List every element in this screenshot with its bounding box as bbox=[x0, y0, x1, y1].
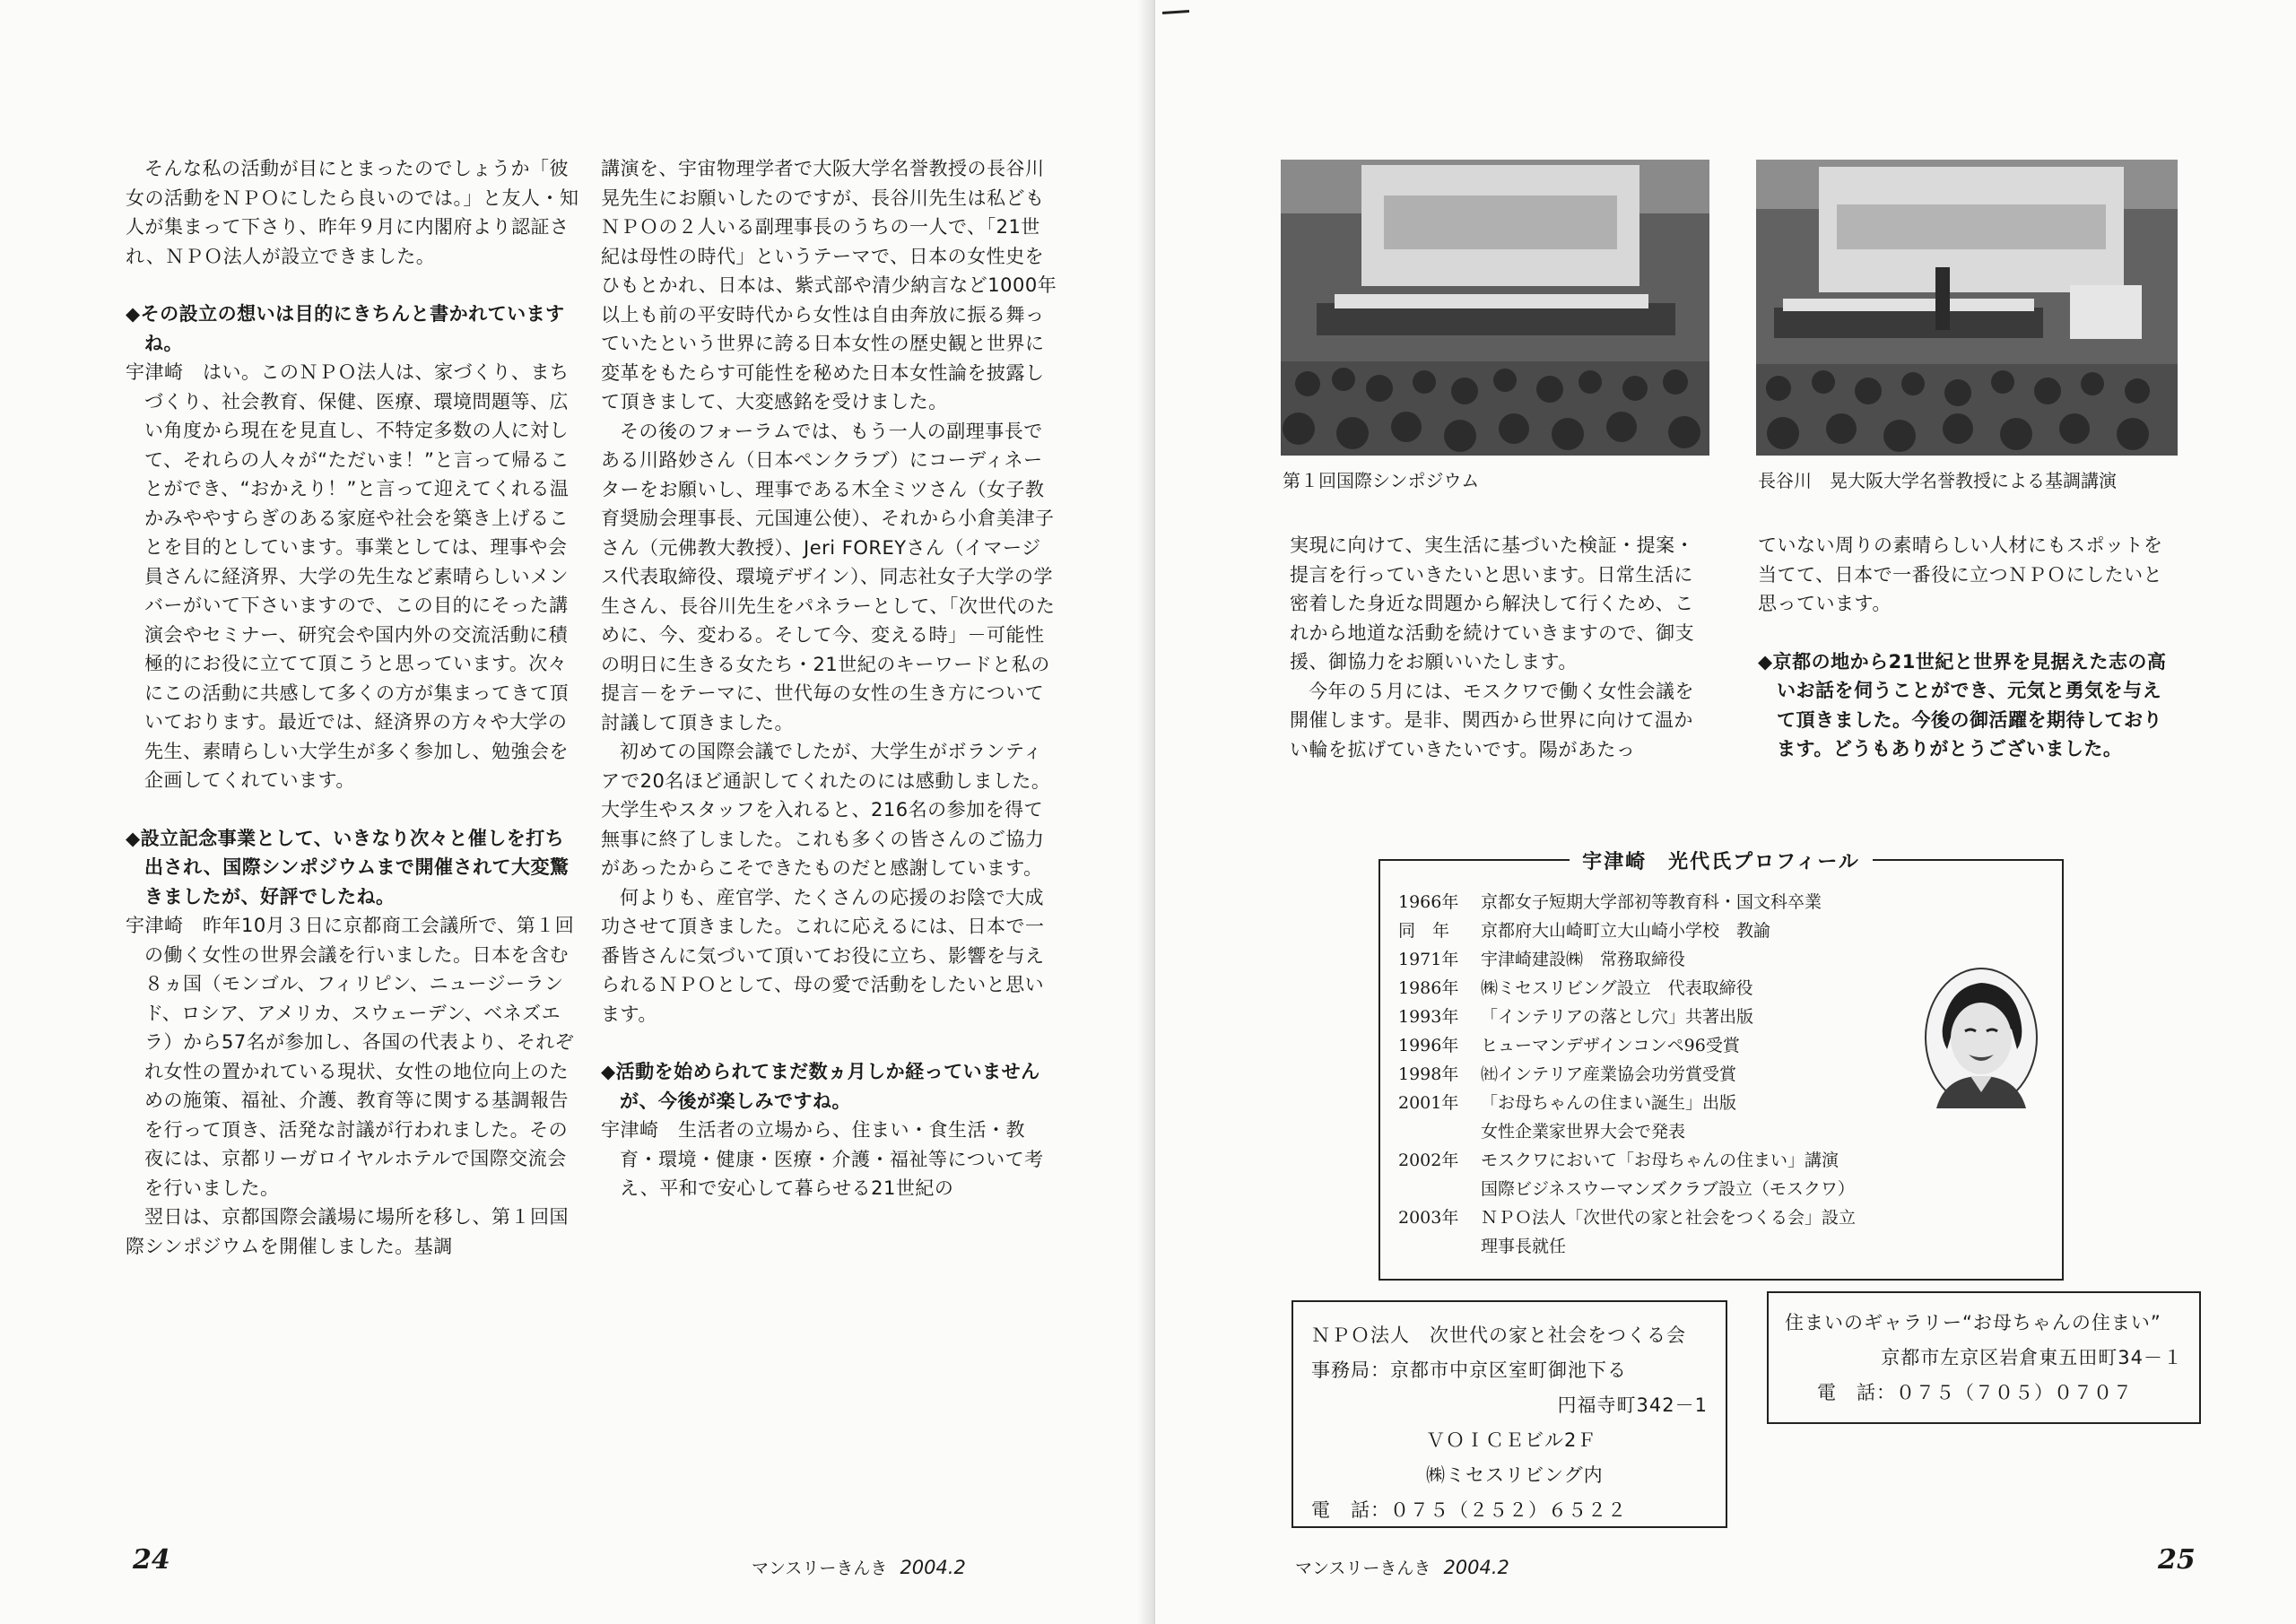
npo-contact-box bbox=[1292, 1300, 1727, 1528]
crop-mark bbox=[1162, 10, 1189, 14]
profile-year: 1998年 bbox=[1398, 1064, 1459, 1084]
npo-tel: 電 話：０７５（２５２）６５２２ bbox=[1311, 1499, 1627, 1521]
interview-answer: 宇津崎 昨年10月３日に京都商工会議所で、第１回の働く女性の世界会議を行いました。日本を含む８ヵ国（モンゴル、フィリピン、ニュージーランド、ロシア、アメリカ、スウェーデン、ベネズエラ）から57名が参加し、各国の代表より、それぞれ女性の置かれている現状、女性の地位向上のための施策、福祉、介護、教育等に関する基調報告を行って頂き、活発な討議が行われました。その夜には、京都リーガロイヤルホテルで国際交流会を行いました。 bbox=[126, 915, 575, 1199]
keynote-photo-drawing bbox=[1756, 160, 2178, 456]
profile-year: 同 年 bbox=[1398, 921, 1450, 941]
gallery-address: 京都市左京区岩倉東五田町34－１ bbox=[1881, 1347, 2183, 1368]
profile-year: 2001年 bbox=[1398, 1093, 1459, 1113]
profile-year: 1966年 bbox=[1398, 892, 1459, 912]
interview-question: ◆設立記念事業として、いきなり次々と催しを打ち出され、国際シンポジウムまで開催されて大変驚きましたが、好評でしたね。 bbox=[126, 827, 570, 908]
profile-text: 京都女子短期大学部初等教育科・国文科卒業 bbox=[1481, 892, 1822, 912]
gallery-contact-box bbox=[1767, 1291, 2201, 1424]
profile-year: 2002年 bbox=[1398, 1151, 1459, 1170]
keynote-photo bbox=[1756, 160, 2178, 456]
npo-office: 事務局：京都市中京区室町御池下る bbox=[1311, 1359, 1627, 1381]
profile-entry bbox=[1398, 888, 1856, 916]
interview-question: ◆京都の地から21世紀と世界を見据えた志の高いお話を伺うことができ、元気と勇気を与えて頂きました。今後の御活躍を期待しております。どうもありがとうございました。 bbox=[1758, 650, 2167, 760]
profile-text: 国際ビジネスウーマンズクラブ設立（モスクワ） bbox=[1481, 1179, 1855, 1199]
body-paragraph: 何よりも、産官学、たくさんの応援のお陰で大成功させて頂きました。これに応えるには、日本で一番皆さんに気づいて頂いてお役に立ち、影響を与えられるＮＰＯとして、母の愛で活動をしたいと思います。 bbox=[601, 886, 1045, 1025]
npo-building: ＶＯＩＣＥビル2Ｆ bbox=[1426, 1429, 1597, 1451]
paragraph-gap bbox=[1758, 619, 2179, 647]
gallery-name: 住まいのギャラリー“お母ちゃんの住まい” bbox=[1785, 1312, 2161, 1333]
profile-box bbox=[1378, 851, 2064, 1281]
profile-entry bbox=[1398, 916, 1856, 945]
profile-text: モスクワにおいて「お母ちゃんの住まい」講演 bbox=[1481, 1151, 1839, 1170]
paragraph-gap bbox=[126, 795, 583, 824]
profile-entry bbox=[1398, 1031, 1856, 1060]
profile-entry bbox=[1398, 1060, 1856, 1089]
paragraph-gap bbox=[601, 1029, 1058, 1057]
symposium-photo-caption: 第１回国際シンポジウム bbox=[1283, 470, 1480, 491]
body-paragraph: その後のフォーラムでは、もう一人の副理事長である川路妙さん（日本ペンクラブ）にコーディネーターをお願いし、理事である木全ミツさん（女子教育奨励会理事長、元国連公使）、それから小倉美津子さん（元佛教大教授）、Jeri FOREYさん（イマージス代表取締役、環境デザイン）、同志社女子大学の学生さん、長谷川先生をパネラーとして、「次世代のために、今、変わる。そして今、変える時」－可能性の明日に生きる女たち・21世紀のキーワードと私の提言－をテーマに、世代毎の女性の生き方について討議して頂きました。 bbox=[601, 420, 1056, 734]
issue-date: 2004.2 bbox=[1443, 1557, 1509, 1578]
body-paragraph: 今年の５月には、モスクワで働く女性会議を開催します。是非、関西から世界に向けて温かい輪を拡げていきたいです。陽があたっ bbox=[1290, 680, 1694, 760]
gallery-tel: 電 話：０７５（７０５）０７０７ bbox=[1817, 1382, 2133, 1403]
profile-list bbox=[1398, 888, 1856, 1261]
profile-entry bbox=[1398, 1146, 1856, 1175]
portrait-photo bbox=[1924, 967, 2039, 1108]
npo-company: ㈱ミセスリビング内 bbox=[1426, 1464, 1604, 1486]
npo-name: ＮＰＯ法人 次世代の家と社会をつくる会 bbox=[1311, 1324, 1686, 1346]
profile-year bbox=[1398, 1175, 1481, 1203]
magazine-footer-right bbox=[1295, 1555, 1509, 1579]
profile-entry bbox=[1398, 1003, 1856, 1031]
magazine-footer-left bbox=[752, 1555, 966, 1579]
left-column-2 bbox=[601, 154, 1058, 1203]
profile-title: 宇津崎 光代氏プロフィール bbox=[1570, 851, 1873, 873]
profile-text: 「お母ちゃんの住まい誕生」出版 bbox=[1481, 1093, 1737, 1113]
profile-text: 「インテリアの落とし穴」共著出版 bbox=[1481, 1007, 1754, 1027]
profile-year bbox=[1398, 1117, 1481, 1146]
right-column-2 bbox=[1758, 531, 2179, 764]
body-paragraph: 初めての国際会議でしたが、大学生がボランティアで20名ほど通訳してくれたのには感動しました。大学生やスタッフを入れると、216名の参加を得て無事に終了しました。これも多くの皆さんのご協力があったからこそできたものだと感謝しています。 bbox=[601, 741, 1051, 879]
profile-text: 女性企業家世界大会で発表 bbox=[1481, 1122, 1686, 1142]
body-paragraph: そんな私の活動が目にとまったのでしょうか「彼女の活動をＮＰＯにしたら良いのでは。」と友人・知人が集まって下さり、昨年９月に内閣府より認証され、ＮＰＯ法人が設立できました。 bbox=[126, 158, 579, 267]
profile-entry bbox=[1398, 1203, 1856, 1232]
interview-answer: 宇津崎 はい。このＮＰＯ法人は、家づくり、まちづくり、社会教育、保健、医療、環境問題等、広い角度から現在を見直し、不特定多数の人に対して、それらの人々が“ただいま！”と言って帰ることができ、“おかえり！”と言って迎えてくれる温かみややすらぎのある家庭や社会を築き上げることを目的としています。事業としては、理事や会員さんに経済界、大学の先生など素晴らしいメンバーがいて下さいますので、この目的にそった講演会やセミナー、研究会や国内外の交流活動に積極的にお役に立てて頂こうと思っています。次々にこの活動に共感して多くの方が集まってきて頂いております。最近では、経済界の方々や大学の先生、素晴らしい大学生が多く参加し、勉強会を企画してくれています。 bbox=[126, 361, 570, 791]
interview-question: ◆活動を始められてまだ数ヵ月しか経っていませんが、今後が楽しみですね。 bbox=[601, 1061, 1040, 1112]
body-paragraph-continued: ていない周りの素晴らしい人材にもスポットを当てて、日本で一番役に立つＮＰＯにしたいと思っています。 bbox=[1758, 534, 2163, 614]
page-number-left: 24 bbox=[133, 1544, 170, 1576]
interview-question: ◆その設立の想いは目的にきちんと書かれていますね。 bbox=[126, 303, 565, 354]
profile-text: ＮＰＯ法人「次世代の家と社会をつくる会」設立 bbox=[1481, 1208, 1857, 1228]
page-number-right: 25 bbox=[2158, 1544, 2196, 1576]
profile-text: 理事長就任 bbox=[1481, 1237, 1567, 1256]
profile-year bbox=[1398, 1232, 1481, 1261]
right-column-1 bbox=[1290, 531, 1711, 764]
profile-year: 1971年 bbox=[1398, 950, 1459, 969]
paragraph-gap bbox=[126, 271, 583, 300]
issue-date: 2004.2 bbox=[900, 1557, 966, 1578]
magazine-name: マンスリーきんき bbox=[1295, 1559, 1431, 1578]
profile-entry bbox=[1398, 1175, 1856, 1203]
profile-text: 京都府大山崎町立大山崎小学校 教諭 bbox=[1481, 921, 1771, 941]
profile-year: 2003年 bbox=[1398, 1208, 1459, 1228]
profile-text: ㈳インテリア産業協会功労賞受賞 bbox=[1481, 1064, 1737, 1084]
left-column-1 bbox=[126, 154, 583, 1261]
body-paragraph-continued: 講演を、宇宙物理学者で大阪大学名誉教授の長谷川晃先生にお願いしたのですが、長谷川先生は私どもＮＰＯの２人いる副理事長のうちの一人で、「21世紀は母性の時代」というテーマで、日本の女性史をひもとかれ、日本は、紫式部や清少納言など1000年以上も前の平安時代から女性は自由奔放に振る舞っていたという世界に誇る日本女性の歴史観と世界に変革をもたらす可能性を秘めた日本女性論を披露して頂きまして、大変感銘を受けました。 bbox=[601, 158, 1057, 413]
magazine-name: マンスリーきんき bbox=[752, 1559, 888, 1578]
profile-year: 1986年 bbox=[1398, 978, 1459, 998]
profile-year: 1993年 bbox=[1398, 1007, 1459, 1027]
body-paragraph: 翌日は、京都国際会議場に場所を移し、第１回国際シンポジウムを開催しました。基調 bbox=[126, 1206, 569, 1257]
symposium-photo-drawing bbox=[1281, 160, 1709, 456]
npo-address: 円福寺町342－1 bbox=[1557, 1394, 1708, 1416]
profile-entry bbox=[1398, 974, 1856, 1003]
profile-entry bbox=[1398, 1117, 1856, 1146]
symposium-photo bbox=[1281, 160, 1709, 456]
profile-text: 宇津崎建設㈱ 常務取締役 bbox=[1481, 950, 1686, 969]
profile-year: 1996年 bbox=[1398, 1036, 1459, 1055]
profile-entry bbox=[1398, 1089, 1856, 1117]
interview-answer: 宇津崎 生活者の立場から、住まい・食生活・教育・環境・健康・医療・介護・福祉等について考え、平和で安心して暮らせる21世紀の bbox=[601, 1119, 1044, 1199]
keynote-photo-caption: 長谷川 晃大阪大学名誉教授による基調講演 bbox=[1758, 470, 2117, 491]
profile-text: ヒューマンデザインコンペ96受賞 bbox=[1481, 1036, 1740, 1055]
body-paragraph-continued: 実現に向けて、実生活に基づいた検証・提案・提言を行っていきたいと思います。日常生活に密着した身近な問題から解決して行くため、これから地道な活動を続けていきますので、御支援、御協力をお願いいたします。 bbox=[1290, 534, 1695, 673]
profile-entry bbox=[1398, 945, 1856, 974]
profile-entry bbox=[1398, 1232, 1856, 1261]
profile-text: ㈱ミセスリビング設立 代表取締役 bbox=[1481, 978, 1753, 998]
